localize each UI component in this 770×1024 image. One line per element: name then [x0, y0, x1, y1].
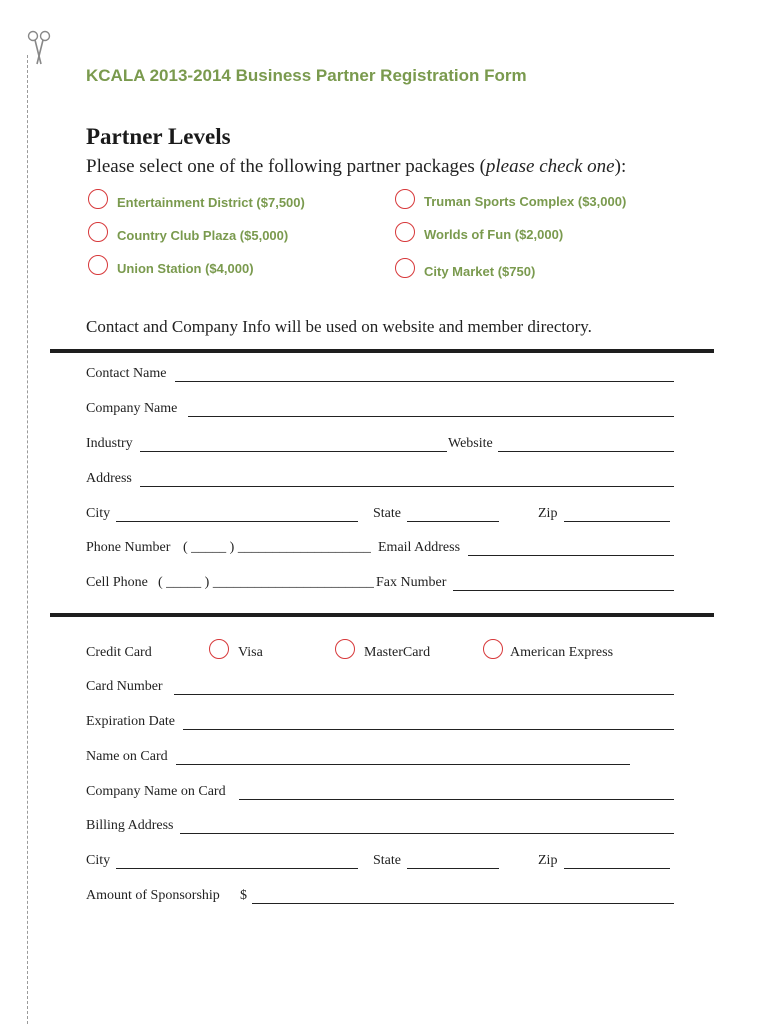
address-field[interactable] [140, 486, 674, 487]
fax-number-label: Fax Number [376, 575, 447, 590]
billing-address-field[interactable] [180, 833, 674, 834]
scissors-icon [24, 26, 54, 66]
country-club-plaza-label: Country Club Plaza ($5,000) [117, 228, 289, 243]
section-divider [50, 349, 714, 353]
contact-name-label: Contact Name [86, 366, 167, 381]
form-title: KCALA 2013-2014 Business Partner Registration Form [86, 66, 527, 85]
american-express-label: American Express [510, 645, 614, 660]
company-name-on-card-field[interactable] [239, 799, 674, 800]
company-name-label: Company Name [86, 401, 178, 416]
entertainment-district-radio[interactable] [88, 189, 108, 209]
visa-label: Visa [238, 645, 263, 660]
billing-zip-label: Zip [538, 853, 558, 868]
mastercard-label: MasterCard [364, 645, 431, 660]
american-express-radio[interactable] [483, 639, 503, 659]
company-name-field[interactable] [188, 416, 674, 417]
contact-name-field[interactable] [175, 381, 674, 382]
billing-state-field[interactable] [407, 868, 499, 869]
city-market-radio[interactable] [395, 258, 415, 278]
country-club-plaza-radio[interactable] [88, 222, 108, 242]
visa-radio[interactable] [209, 639, 229, 659]
truman-sports-complex-label: Truman Sports Complex ($3,000) [424, 194, 627, 209]
union-station-radio[interactable] [88, 255, 108, 275]
zip-label: Zip [538, 506, 558, 521]
expiration-date-field[interactable] [183, 729, 674, 730]
state-label: State [373, 506, 401, 521]
cell-phone-field[interactable]: ( _____ ) _______________________ [158, 575, 374, 590]
amount-of-sponsorship-label: Amount of Sponsorship [86, 888, 220, 903]
amount-of-sponsorship-field[interactable] [252, 903, 674, 904]
phone-number-label: Phone Number [86, 540, 171, 555]
city-label: City [86, 506, 111, 521]
address-label: Address [86, 471, 132, 486]
name-on-card-label: Name on Card [86, 749, 168, 764]
contact-info-note: Contact and Company Info will be used on website and member directory. [86, 317, 592, 336]
phone-number-field[interactable]: ( _____ ) ___________________ [183, 540, 371, 555]
currency-symbol: $ [240, 888, 247, 903]
union-station-label: Union Station ($4,000) [117, 261, 254, 276]
website-label: Website [448, 436, 493, 451]
billing-city-field[interactable] [116, 868, 358, 869]
section-divider-payment [50, 613, 714, 617]
cell-phone-label: Cell Phone [86, 575, 148, 590]
card-number-label: Card Number [86, 679, 163, 694]
entertainment-district-label: Entertainment District ($7,500) [117, 195, 305, 210]
billing-zip-field[interactable] [564, 868, 670, 869]
billing-state-label: State [373, 853, 401, 868]
mastercard-radio[interactable] [335, 639, 355, 659]
email-address-field[interactable] [468, 555, 674, 556]
city-field[interactable] [116, 521, 358, 522]
zip-field[interactable] [564, 521, 670, 522]
industry-label: Industry [86, 436, 133, 451]
name-on-card-field[interactable] [176, 764, 630, 765]
expiration-date-label: Expiration Date [86, 714, 176, 729]
website-field[interactable] [498, 451, 674, 452]
partner-instruction: Please select one of the following partner packages (please check one): [86, 156, 627, 177]
industry-field[interactable] [140, 451, 447, 452]
billing-city-label: City [86, 853, 111, 868]
worlds-of-fun-label: Worlds of Fun ($2,000) [424, 227, 564, 242]
credit-card-label: Credit Card [86, 645, 152, 660]
city-market-label: City Market ($750) [424, 264, 536, 279]
fax-number-field[interactable] [453, 590, 674, 591]
worlds-of-fun-radio[interactable] [395, 222, 415, 242]
email-address-label: Email Address [378, 540, 461, 555]
billing-address-label: Billing Address [86, 818, 174, 833]
partner-levels-heading: Partner Levels [86, 124, 231, 149]
cut-line [27, 55, 28, 1024]
company-name-on-card-label: Company Name on Card [86, 784, 226, 799]
truman-sports-complex-radio[interactable] [395, 189, 415, 209]
state-field[interactable] [407, 521, 499, 522]
card-number-field[interactable] [174, 694, 674, 695]
